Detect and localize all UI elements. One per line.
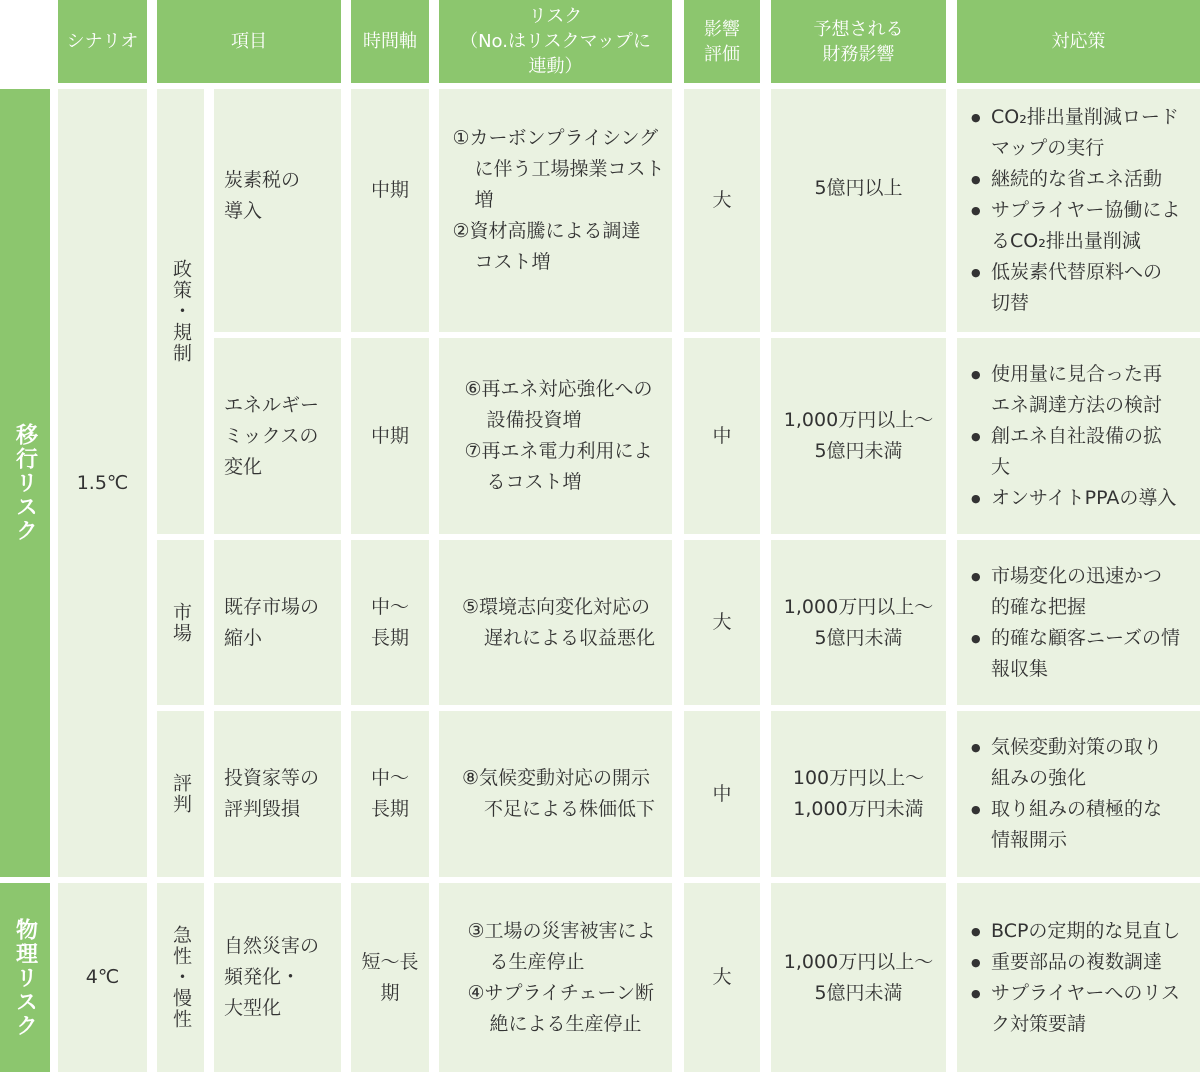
row-impact: 大	[684, 89, 760, 332]
risk-item: ④サプライチェーン断 絶による生産停止	[467, 981, 654, 1035]
category-physical-label: 物理リスク	[12, 917, 38, 1038]
header-risk: リスク （No.はリスクマップに 連動）	[439, 0, 672, 83]
measure-item: ● 的確な顧客ニーズの情 報収集	[967, 623, 1200, 685]
risk-item: ⑥再エネ対応強化への 設備投資増	[464, 378, 653, 431]
risk-item: ⑤環境志向変化対応の 遅れによる収益悪化	[461, 595, 655, 649]
subcategory-market-label: 市場	[170, 601, 192, 644]
measure-item: ● 創エネ自社設備の拡 大	[967, 421, 1200, 483]
measure-item: ● CO₂排出量削減ロード マップの実行	[967, 102, 1200, 164]
row-measures	[957, 338, 1200, 534]
subcategory-acute-label: 急性・慢性	[170, 925, 192, 1030]
risk-item: ⑦再エネ電力利用によ るコスト増	[464, 440, 653, 493]
subcategory-reputation	[157, 711, 204, 877]
measure-item: ● 継続的な省エネ活動	[967, 164, 1200, 195]
header-scenario: シナリオ	[58, 0, 147, 83]
row-risks	[439, 338, 672, 534]
row-item: 既存市場の 縮小	[214, 540, 341, 705]
row-impact: 大	[684, 883, 760, 1072]
measure-item: ● 重要部品の複数調達	[967, 947, 1200, 978]
risk-item: ②資材高騰による調達 コスト増	[452, 220, 641, 273]
subcategory-acute	[157, 883, 204, 1072]
subcategory-reputation-label: 評判	[170, 773, 192, 815]
subcategory-market	[157, 540, 204, 705]
category-transition-risk	[0, 89, 50, 877]
subcategory-policy-label: 政策・規制	[170, 259, 192, 364]
header-measures: 対応策	[957, 0, 1200, 83]
scenario-1-5c: 1.5℃	[58, 89, 147, 877]
row-time: 中～ 長期	[351, 540, 429, 705]
measure-item: ● 取り組みの積極的な 情報開示	[967, 794, 1200, 856]
measure-item: ● サプライヤーへのリス ク対策要請	[967, 978, 1200, 1040]
subcategory-policy	[157, 89, 204, 534]
row-impact: 大	[684, 540, 760, 705]
row-financial: 1,000万円以上～ 5億円未満	[771, 540, 946, 705]
measure-item: ● BCPの定期的な見直し	[967, 916, 1200, 947]
row-measures	[957, 89, 1200, 332]
row-measures	[957, 711, 1200, 877]
row-measures	[957, 540, 1200, 705]
row-risks	[439, 540, 672, 705]
measure-item: ● 使用量に見合った再 エネ調達方法の検討	[967, 359, 1200, 421]
measure-item: ● オンサイトPPAの導入	[967, 483, 1200, 514]
scenario-4c: 4℃	[58, 883, 147, 1072]
row-risks	[439, 711, 672, 877]
row-impact: 中	[684, 711, 760, 877]
row-financial: 5億円以上	[771, 89, 946, 332]
measure-item: ● 低炭素代替原料への 切替	[967, 257, 1200, 319]
header-time: 時間軸	[351, 0, 429, 83]
category-physical-risk	[0, 883, 50, 1072]
row-financial: 100万円以上～ 1,000万円未満	[771, 711, 946, 877]
category-transition-label: 移行リスク	[12, 423, 38, 543]
risk-item: ⑧気候変動対応の開示 不足による株価低下	[461, 767, 655, 820]
header-impact: 影響 評価	[684, 0, 760, 83]
row-measures	[957, 883, 1200, 1072]
header-item: 項目	[157, 0, 341, 83]
row-item: 自然災害の 頻発化・ 大型化	[214, 883, 341, 1072]
measure-item: ● 気候変動対策の取り 組みの強化	[967, 732, 1200, 794]
row-item: 投資家等の 評判毀損	[214, 711, 341, 877]
row-time: 中期	[351, 89, 429, 332]
header-financial: 予想される 財務影響	[771, 0, 946, 83]
row-item: 炭素税の 導入	[214, 89, 341, 332]
row-risks	[439, 89, 672, 332]
measure-item: ● 市場変化の迅速かつ 的確な把握	[967, 561, 1200, 623]
row-financial: 1,000万円以上～ 5億円未満	[771, 338, 946, 534]
measure-item: ● サプライヤー協働によ るCO₂排出量削減	[967, 195, 1200, 257]
row-risks	[439, 883, 672, 1072]
risk-item: ③工場の災害被害によ る生産停止	[467, 919, 656, 973]
row-item: エネルギー ミックスの 変化	[214, 338, 341, 534]
risk-item: ①カーボンプライシング に伴う工場操業コスト 増	[452, 127, 665, 211]
row-time: 短～長 期	[351, 883, 429, 1072]
row-impact: 中	[684, 338, 760, 534]
row-time: 中～ 長期	[351, 711, 429, 877]
row-financial: 1,000万円以上～ 5億円未満	[771, 883, 946, 1072]
row-time: 中期	[351, 338, 429, 534]
